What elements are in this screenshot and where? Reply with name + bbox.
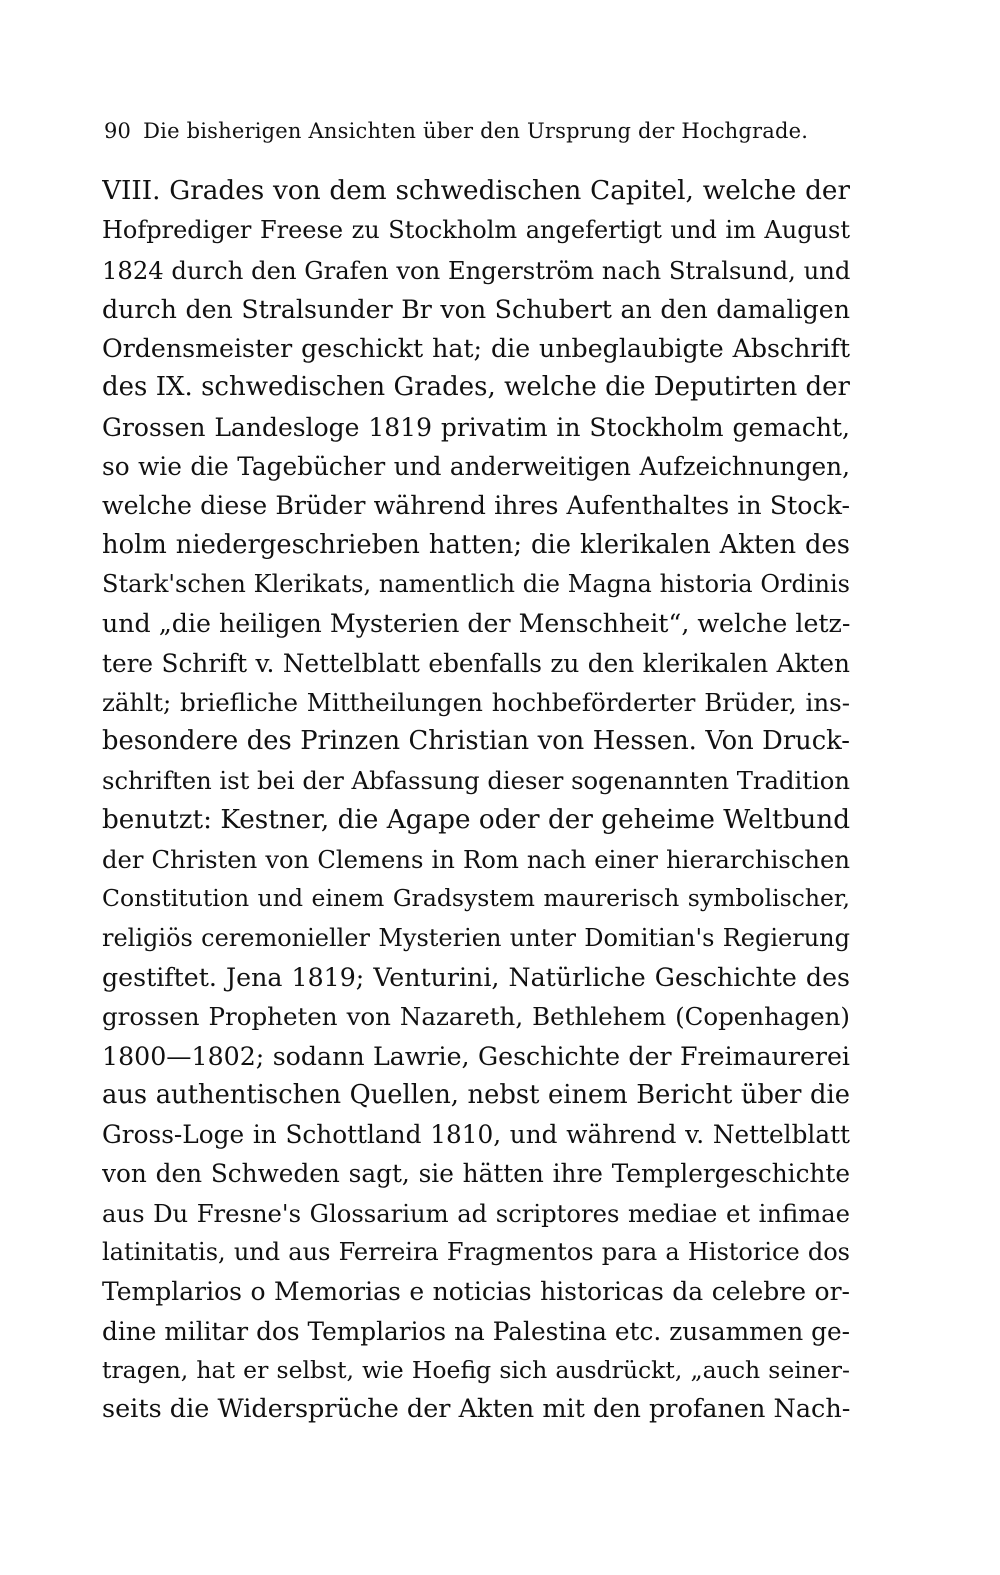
text-line: benutzt: Kestner, die Agape oder der geheime Weltbund <box>102 804 850 835</box>
text-line: 1824 durch den Grafen von Engerström nach Stralsund, und <box>102 255 850 285</box>
text-line: dine militar dos Templarios na Palestina etc. zusammen ge- <box>102 1316 850 1346</box>
text-line: holm niedergeschrieben hatten; die klerikalen Akten des <box>102 529 850 560</box>
text-line: aus authentischen Quellen, nebst einem Bericht über die <box>102 1079 850 1110</box>
text-line: schriften ist bei der Abfassung dieser sogenannten Tradition <box>102 766 850 796</box>
text-line: des IX. schwedischen Grades, welche die Deputirten der <box>102 372 850 403</box>
text-line: religiös ceremonieller Mysterien unter Domitian's Regierung <box>102 923 850 952</box>
text-line: Constitution und einem Gradsystem maurerisch symbolischer, <box>102 884 850 913</box>
text-line: durch den Stralsunder Br von Schubert an den damaligen <box>102 294 850 324</box>
text-line: Ordensmeister geschickt hat; die unbeglaubigte Abschrift <box>102 334 850 364</box>
text-line: 1800—1802; sodann Lawrie, Geschichte der Freimaurerei <box>102 1041 850 1071</box>
running-head <box>104 116 824 146</box>
text-line: und „die heiligen Mysterien der Menschheit“, welche letz- <box>102 609 850 639</box>
text-line: Hofprediger Freese zu Stockholm angefertigt und im August <box>102 216 850 245</box>
text-line: tragen, hat er selbst, wie Hoefig sich ausdrückt, „auch seiner- <box>102 1355 850 1384</box>
text-line: Grossen Landesloge 1819 privatim in Stockholm gemacht, <box>102 412 850 442</box>
text-line: aus Du Fresne's Glossarium ad scriptores mediae et infimae <box>102 1198 850 1228</box>
text-line: besondere des Prinzen Christian von Hessen. Von Druck- <box>102 726 850 757</box>
text-line: grossen Propheten von Nazareth, Bethlehem (Copenhagen) <box>102 1002 850 1032</box>
text-line: Stark'schen Klerikats, namentlich die Magna historia Ordinis <box>102 569 850 598</box>
text-line: VIII. Grades von dem schwedischen Capitel, welche der <box>102 176 850 206</box>
running-title: Die bisherigen Ansichten über den Ursprung der Hochgrade. <box>143 119 809 143</box>
text-line: so wie die Tagebücher und anderweitigen Aufzeichnungen, <box>102 452 850 482</box>
text-line: Gross-Loge in Schottland 1810, und während v. Nettelblatt <box>102 1120 850 1150</box>
text-line: seits die Widersprüche der Akten mit den profanen Nach- <box>102 1394 850 1425</box>
text-line: von den Schweden sagt, sie hätten ihre Templergeschichte <box>102 1159 850 1189</box>
page-number: 90 <box>104 119 132 143</box>
text-line: latinitatis, und aus Ferreira Fragmentos para a Historice dos <box>102 1238 850 1267</box>
text-line: gestiftet. Jena 1819; Venturini, Natürliche Geschichte des <box>102 962 850 992</box>
text-line: tere Schrift v. Nettelblatt ebenfalls zu den klerikalen Akten <box>102 648 850 678</box>
text-line: welche diese Brüder während ihres Aufenthaltes in Stock- <box>102 491 850 521</box>
body-text <box>102 172 850 1430</box>
text-line: zählt; briefliche Mittheilungen hochbeförderter Brüder, ins- <box>102 687 850 717</box>
text-line: der Christen von Clemens in Rom nach einer hierarchischen <box>102 845 850 875</box>
text-line: Templarios o Memorias e noticias historicas da celebre or- <box>102 1277 850 1307</box>
